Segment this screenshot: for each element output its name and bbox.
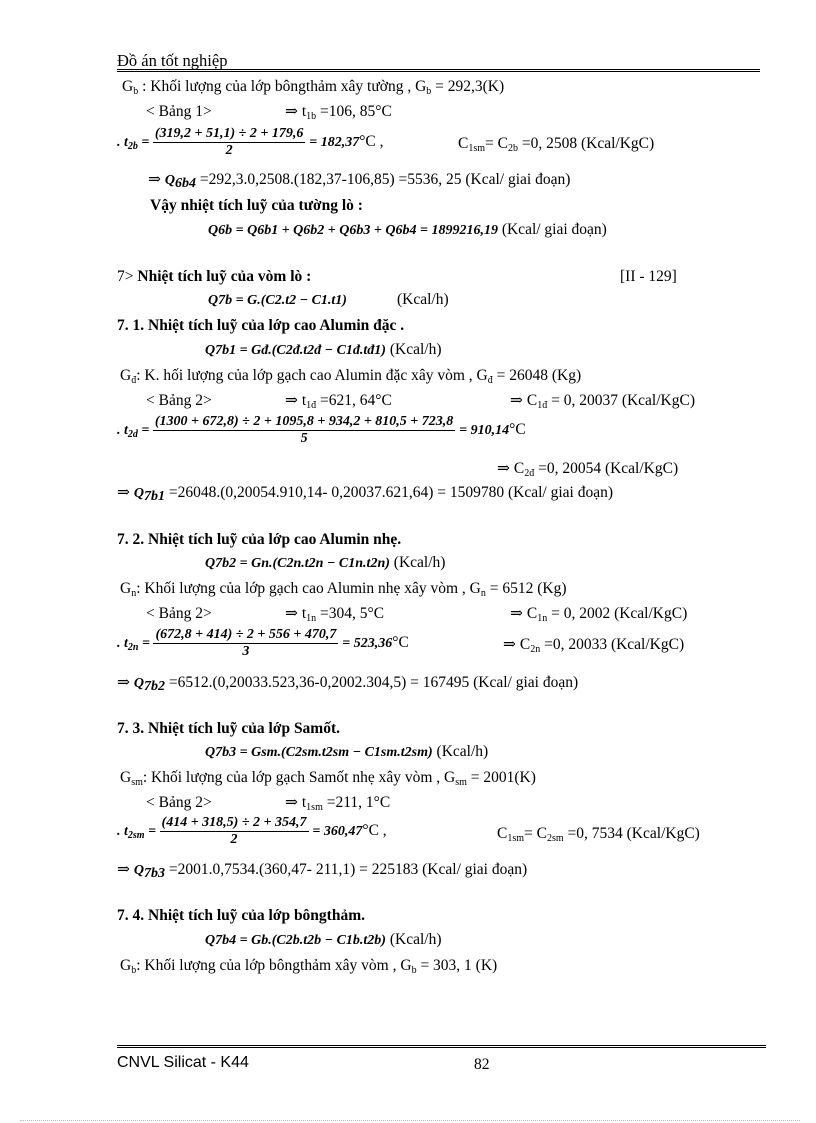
text-line: Vậy nhiệt tích luỹ của tường lò : <box>150 197 363 214</box>
unit: (Kcal/h) <box>397 291 449 308</box>
text-line: < Bảng 2> <box>146 794 212 811</box>
text-line: < Bảng 2> <box>146 605 212 622</box>
section-heading: 7> Nhiệt tích luỹ của vòm lò : <box>117 268 312 285</box>
section-heading: 7. 3. Nhiệt tích luỹ của lớp Samốt. <box>117 720 341 737</box>
text-line: ⇒ $Q_{7b2} =6512.(0,20033.523,36-0,2002.304,5) = 167495$ (Kcal/ giai đoạn) <box>117 674 579 694</box>
text-line: ⇒ $Q_{7b3} =2001.0,7534.(360,47-$ 211,1) = 225183 (Kcal/ giai đoạn) <box>117 861 528 881</box>
page-bottom-dotted-line <box>20 1120 800 1121</box>
reference: [II - 129] <box>620 268 677 285</box>
page-number: 82 <box>474 1056 490 1073</box>
section-heading: 7. 4. Nhiệt tích luỹ của lớp bôngthảm. <box>117 907 365 924</box>
formula-t2b: . $t_{2b}$ = $\frac{(319,2 + 51,1) \div 2 + 179,6}{2}$ = 182,37°C , <box>117 126 384 159</box>
formula-t2n: . $t_{2n}$ = $\frac{(672,8 + 414) \div 2 + 556 + 470,7}{3}$ = 523,36°C <box>117 627 409 660</box>
text-line: ⇒ $Q_{6b4} =292,3.0,2508.(182,37-106,85) =5536$, 25 (Kcal/ giai đoạn) <box>148 171 571 191</box>
text-line: $G_b$: Khối lượng của lớp bôngthảm xây vòm , $G_b = 303$, 1 (K) <box>120 957 498 976</box>
page-header-title: Đồ án tốt nghiệp <box>117 51 228 70</box>
formula-q7b1: Q7b1 = Gđ.(C2đ.t2đ − C1đ.tđ1) (Kcal/h) <box>205 341 442 358</box>
text-line: ⇒ $C_{2n} =0$, 20033 (Kcal/KgC) <box>503 636 685 655</box>
formula-q6b: Q6b = Q6b1 + Q6b2 + Q6b3 + Q6b4 = 1899216,19 (Kcal/ giai đoạn) <box>208 221 607 238</box>
text-line: $C_{1sm}= C_{2sm} =0$, 7534 (Kcal/KgC) <box>497 825 700 844</box>
formula-q7b2: Q7b2 = Gn.(C2n.t2n − C1n.t2n) (Kcal/h) <box>205 554 446 571</box>
text-line: ⇒ $t_{1sm} =211$, 1°C <box>285 794 391 813</box>
text-line: $G_{sm}$: Khối lượng của lớp gạch Samốt nhẹ xây vòm , $G_{sm} = 2001(K)$ <box>120 769 536 788</box>
formula-t2sm: . $t_{2sm}$ = $\frac{(414 + 318,5) \div 2 + 354,7}{2}$ = 360,47°C , <box>117 815 387 848</box>
footer-rule <box>117 1045 766 1051</box>
text-line: ⇒ $C_{1n} = 0$, 2002 (Kcal/KgC) <box>510 605 688 624</box>
text-line: $G_đ$: K. hối lượng của lớp gạch cao Alumin đặc xây vòm , $G_đ = 26048$ (Kg) <box>120 367 582 386</box>
text-line: < Bảng 2> <box>146 392 212 409</box>
text-line: ⇒ $t_{1b} =106$, 85°C <box>285 103 392 122</box>
text-line: $G_n$: Khối lượng của lớp gạch cao Alumin nhẹ xây vòm , $G_n = 6512$ (Kg) <box>120 580 567 599</box>
header-rule <box>117 69 760 75</box>
section-heading: 7. 2. Nhiệt tích luỹ của lớp cao Alumin nhẹ. <box>117 531 402 548</box>
section-heading: 7. 1. Nhiệt tích luỹ của lớp cao Alumin đặc . <box>117 317 405 334</box>
formula-t2d: . $t_{2d}$ = $\frac{(1300 + 672,8) \div 2 + 1095,8 + 934,2 + 810,5 + 723,8}{5}$ = 910,14°C <box>117 414 526 447</box>
text-line: < Bảng 1> <box>146 103 212 120</box>
formula-q7b3: Q7b3 = Gsm.(C2sm.t2sm − C1sm.t2sm) (Kcal/h) <box>205 743 489 760</box>
formula-q7b: Q7b = G.(C2.t2 − C1.t1) <box>208 293 347 308</box>
text-line: ⇒ $t_{1n} =304$, 5°C <box>285 605 385 624</box>
footer-left: CNVL Silicat - K44 <box>117 1054 249 1071</box>
text-line: ⇒ $t_{1đ} =621$, 64°C <box>285 392 392 411</box>
text-line: $C_{1sm}= C_{2b} =0$, 2508 (Kcal/KgC) <box>458 135 655 154</box>
formula-q7b4: Q7b4 = Gb.(C2b.t2b − C1b.t2b) (Kcal/h) <box>205 931 442 948</box>
text-line: ⇒ $C_{2đ} =0$, 20054 (Kcal/KgC) <box>497 460 679 479</box>
text-line: ⇒ $Q_{7b1} =26048.(0,20054.910,14-$ 0,20037.621,64) = 1509780 (Kcal/ giai đoạn) <box>117 484 613 504</box>
text-line: $G_b$ : Khối lượng của lớp bôngthảm xây tường , $G_b = 292,3(K)$ <box>122 78 505 97</box>
text-line: ⇒ $C_{1đ} = 0$, 20037 (Kcal/KgC) <box>510 392 695 411</box>
